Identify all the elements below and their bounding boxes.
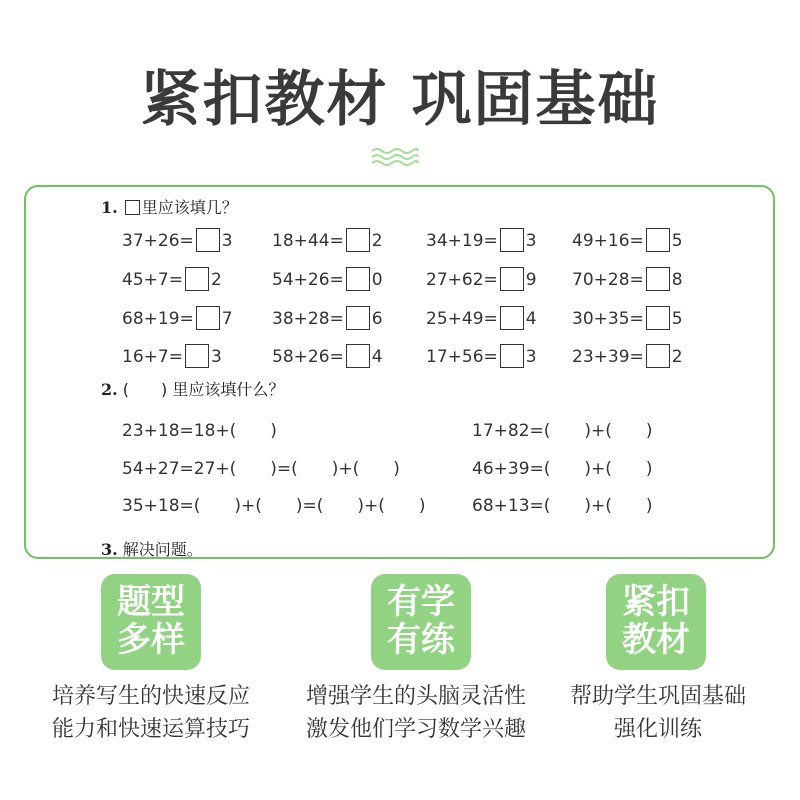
- page-headline: 紧扣教材 巩固基础: [140, 65, 660, 135]
- badge-line: 教材: [622, 620, 690, 660]
- answer-box[interactable]: [185, 344, 209, 368]
- fill-in-expression: [426, 267, 537, 291]
- expression-text: 49+16=: [572, 231, 644, 251]
- expression-text: 37+26=: [122, 231, 194, 251]
- feature-badge: [101, 574, 201, 670]
- answer-box[interactable]: [185, 267, 209, 291]
- answer-box[interactable]: [646, 228, 670, 252]
- answer-box[interactable]: [196, 306, 220, 330]
- question-text: ( ) 里应该填什么？: [122, 380, 285, 399]
- answer-box[interactable]: [646, 344, 670, 368]
- badge-line: 题型: [117, 582, 185, 622]
- question-number: 3.: [101, 540, 118, 559]
- feature-description: [21, 680, 281, 746]
- expression-text: 18+44=: [272, 231, 344, 251]
- fill-in-expression: [572, 228, 683, 252]
- question-number: 2.: [101, 380, 118, 399]
- fill-in-expression: [122, 344, 222, 368]
- badge-line: 有学: [387, 582, 455, 622]
- question-text: 里应该填几？: [141, 198, 238, 217]
- expression-digit: 2: [210, 270, 222, 290]
- description-line: 帮助学生巩固基础: [569, 684, 746, 709]
- wave-divider-icon: [370, 146, 420, 168]
- fill-in-expression: [272, 228, 383, 252]
- fill-in-equation: 35+18=( )+( )=( )+( ): [122, 496, 426, 516]
- question-2-title: [101, 377, 284, 400]
- expression-digit: 5: [671, 309, 683, 329]
- expression-text: 30+35=: [572, 309, 644, 329]
- expression-digit: 8: [671, 270, 683, 290]
- expression-text: 68+19=: [122, 309, 194, 329]
- expression-digit: 4: [525, 309, 537, 329]
- expression-digit: 9: [525, 270, 537, 290]
- description-line: 培养写生的快速反应: [51, 684, 250, 709]
- expression-text: 23+39=: [572, 347, 644, 367]
- answer-box[interactable]: [346, 228, 370, 252]
- feature-badge: [606, 574, 706, 670]
- answer-box[interactable]: [346, 344, 370, 368]
- description-line: 增强学生的头脑灵活性: [305, 684, 526, 709]
- question-3-title: [101, 537, 203, 560]
- expression-digit: 2: [371, 231, 383, 251]
- question-text: 解决问题。: [122, 540, 203, 559]
- fill-in-expression: [426, 344, 537, 368]
- expression-text: 34+19=: [426, 231, 498, 251]
- fill-in-expression: [572, 344, 683, 368]
- fill-in-expression: [572, 306, 683, 330]
- description-line: 强化训练: [613, 717, 702, 742]
- fill-in-equation: 54+27=27+( )=( )+( ): [122, 459, 400, 479]
- description-line: 能力和快速运算技巧: [51, 717, 250, 742]
- feature-description: [286, 680, 546, 746]
- answer-box[interactable]: [500, 306, 524, 330]
- answer-box[interactable]: [646, 306, 670, 330]
- expression-text: 27+62=: [426, 270, 498, 290]
- fill-in-expression: [572, 267, 683, 291]
- fill-in-expression: [272, 344, 383, 368]
- badge-line: 紧扣: [622, 582, 690, 622]
- expression-digit: 3: [525, 347, 537, 367]
- feature-badge: [371, 574, 471, 670]
- fill-in-expression: [272, 306, 383, 330]
- fill-in-expression: [122, 228, 233, 252]
- expression-digit: 4: [371, 347, 383, 367]
- question-number: 1.: [101, 198, 118, 217]
- expression-text: 54+26=: [272, 270, 344, 290]
- fill-in-expression: [272, 267, 383, 291]
- expression-text: 58+26=: [272, 347, 344, 367]
- feature-description: [528, 680, 788, 746]
- fill-in-equation: 17+82=( )+( ): [472, 421, 653, 441]
- expression-text: 17+56=: [426, 347, 498, 367]
- fill-in-expression: [122, 306, 233, 330]
- answer-box[interactable]: [646, 267, 670, 291]
- expression-text: 38+28=: [272, 309, 344, 329]
- expression-digit: 7: [221, 309, 233, 329]
- answer-box[interactable]: [500, 267, 524, 291]
- answer-box[interactable]: [500, 344, 524, 368]
- badge-line: 有练: [387, 620, 455, 660]
- fill-in-expression: [122, 267, 222, 291]
- fill-in-expression: [426, 306, 537, 330]
- question-1-title: [101, 195, 238, 218]
- expression-digit: 6: [371, 309, 383, 329]
- expression-digit: 3: [210, 347, 222, 367]
- answer-box[interactable]: [500, 228, 524, 252]
- fill-in-expression: [426, 228, 537, 252]
- expression-digit: 2: [671, 347, 683, 367]
- fill-in-equation: 68+13=( )+( ): [472, 496, 653, 516]
- fill-in-equation: 23+18=18+( ): [122, 421, 277, 441]
- expression-digit: 3: [525, 231, 537, 251]
- expression-digit: 5: [671, 231, 683, 251]
- expression-text: 25+49=: [426, 309, 498, 329]
- expression-digit: 0: [371, 270, 383, 290]
- expression-text: 45+7=: [122, 270, 183, 290]
- answer-box[interactable]: [346, 306, 370, 330]
- badge-line: 多样: [117, 620, 185, 660]
- blank-box-icon: [125, 200, 140, 215]
- expression-digit: 3: [221, 231, 233, 251]
- description-line: 激发他们学习数学兴趣: [305, 717, 526, 742]
- answer-box[interactable]: [196, 228, 220, 252]
- answer-box[interactable]: [346, 267, 370, 291]
- expression-text: 70+28=: [572, 270, 644, 290]
- expression-text: 16+7=: [122, 347, 183, 367]
- fill-in-equation: 46+39=( )+( ): [472, 459, 653, 479]
- worksheet-card: [24, 185, 775, 559]
